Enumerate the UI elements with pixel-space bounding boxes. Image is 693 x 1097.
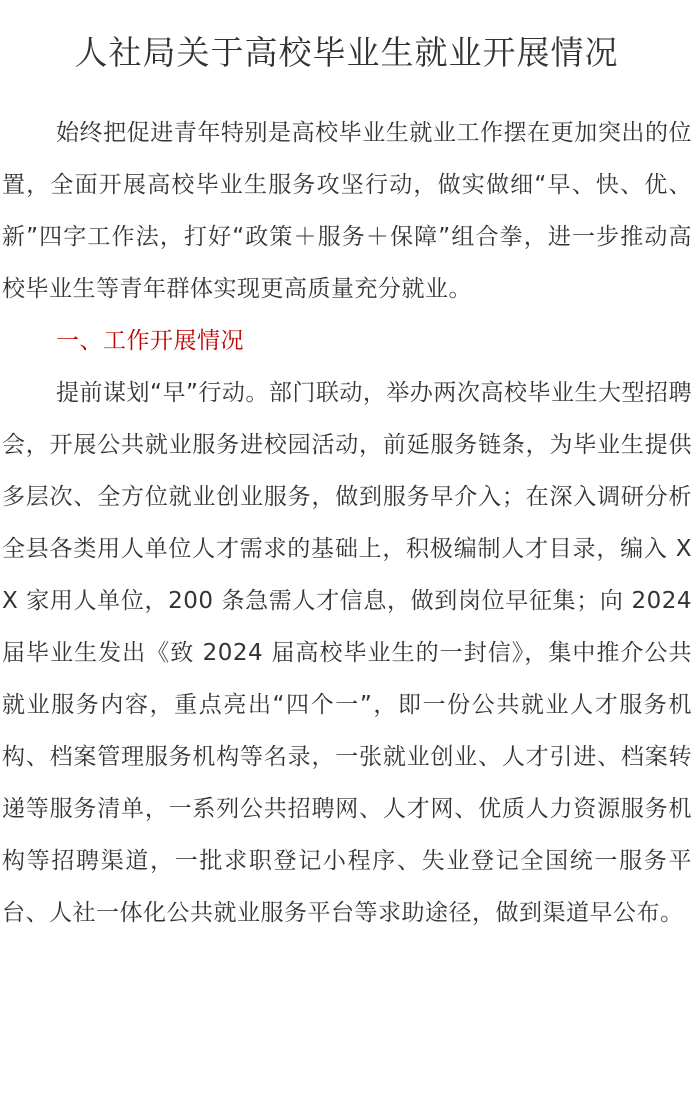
section-heading: 一、工作开展情况 [56, 328, 244, 354]
document-title: 人社局关于高校毕业生就业开展情况 [74, 33, 619, 72]
early-action-paragraph: 提前谋划“早”行动。部门联动，举办两次高校毕业生大型招聘会，开展公共就业服务进校园活动，前延服务链条，为毕业生提供多层次、全方位就业创业服务，做到服务早介入；在深入调研分析全县各类用人单位人才需求的基础上，积极编制人才目录，编入 XX 家用人单位，200 条急需人才信息，做到岗位早征集；向 2024 届毕业生发出《致 2024 届高校毕业生的一封信》，集中推介公共就业服务内容，重点亮出“四个一”，即一份公共就业人才服务机构、档案管理服务机构等名录，一张就业创业、人才引进、档案转递等服务清单，一系列公共招聘网、人才网、优质人力资源服务机构等招聘渠道，一批求职登记小程序、失业登记全国统一服务平台、人社一体化公共就业服务平台等求助途径，做到渠道早公布。 [2, 380, 692, 926]
document-body [2, 107, 692, 939]
intro-paragraph: 始终把促进青年特别是高校毕业生就业工作摆在更加突出的位置，全面开展高校毕业生服务攻坚行动，做实做细“早、快、优、新”四字工作法，打好“政策＋服务＋保障”组合拳，进一步推动高校毕业生等青年群体实现更高质量充分就业。 [2, 120, 692, 302]
